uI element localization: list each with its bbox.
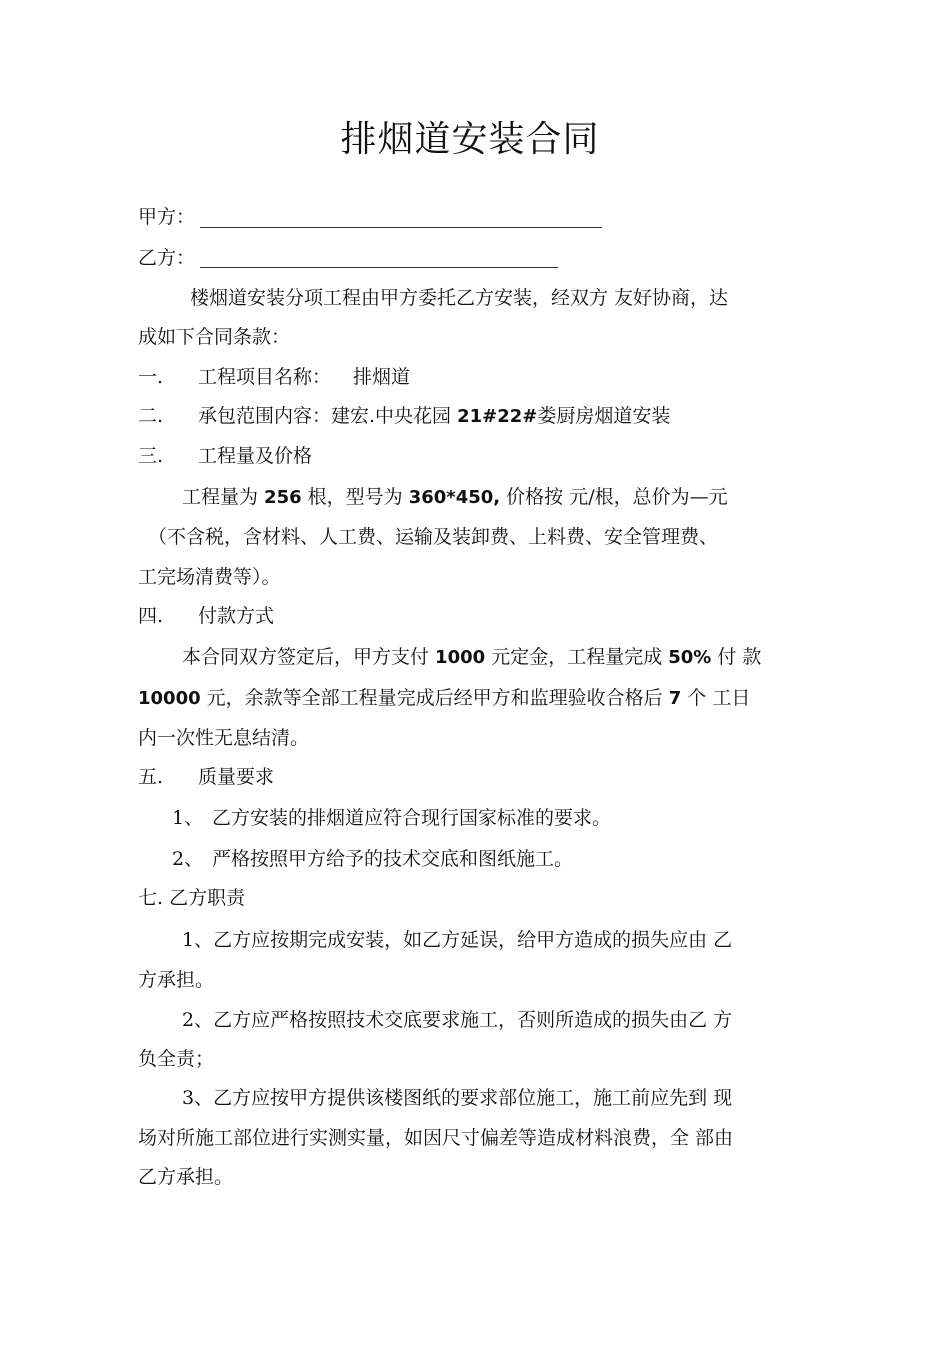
quality-item-2: 严格按照甲方给予的技术交底和图纸施工。 [212, 848, 574, 870]
section-3-number: 三. [138, 445, 164, 467]
quantity-line [182, 485, 728, 510]
model-spec: 360*450, [408, 487, 501, 508]
duty-1-line-2: 方承担。 [138, 969, 215, 991]
party-a-blank[interactable] [200, 227, 602, 228]
duty-3-line-1: 3、乙方应按甲方提供该楼图纸的要求部位施工，施工前应先到 现 [182, 1087, 733, 1109]
duty-3-line-2: 场对所施工部位进行实测实量，如因尺寸偏差等造成材料浪费，全 部由 [138, 1127, 734, 1149]
payment-line-3: 内一次性无息结清。 [138, 727, 310, 749]
payment-line-1 [182, 645, 761, 670]
price-note-line-2: 工完场清费等）。 [138, 566, 281, 588]
party-a-label: 甲方： [138, 206, 196, 228]
duty-2-line-1: 2、乙方应严格按照技术交底要求施工，否则所造成的损失由乙 方 [182, 1009, 733, 1031]
workday-count: 7 [668, 688, 682, 709]
section-3-heading: 工程量及价格 [198, 445, 313, 467]
section-5-number: 五. [138, 766, 164, 788]
payment-text-c: 元定金，工程量完成 [485, 646, 669, 668]
price-text: 价格按 元/根，总价为—元 [500, 486, 728, 508]
building-numbers: 21#22# [457, 406, 538, 427]
duty-3-line-3: 乙方承担。 [138, 1166, 234, 1188]
section-2-number: 二. [138, 405, 164, 427]
quantity-text-c: 根，型号为 [301, 486, 409, 508]
payment-text-d: 个 工日 [681, 687, 751, 709]
payment-text-e: 付 款 [711, 646, 762, 668]
deposit-amount: 1000 [435, 647, 486, 668]
party-b-label: 乙方： [138, 247, 196, 269]
scope-text-c: 娄厨房烟道安装 [537, 405, 671, 427]
scope-text-a: 承包范围内容：建宏.中央花园 [198, 405, 458, 427]
progress-percent: 50% [668, 647, 712, 668]
intro-line-1: 楼烟道安装分项工程由甲方委托乙方安装，经双方 友好协商，达 [190, 287, 729, 309]
section-1-value: 排烟道 [353, 366, 411, 388]
payment-line-2 [138, 686, 750, 711]
page-title: 排烟道安装合同 [340, 119, 600, 160]
section-1-number: 一. [138, 366, 164, 388]
duty-2-line-2: 负全责； [138, 1048, 215, 1070]
price-note-line-1: （不含税，含材料、人工费、运输及装卸费、上料费、安全管理费、 [148, 526, 719, 548]
section-4-heading: 付款方式 [198, 605, 275, 627]
payment-text-b: 元，余款等全部工程量完成后经甲方和监理验收合格后 [200, 687, 669, 709]
quality-item-1-number: 1、 [172, 807, 204, 829]
quality-item-2-number: 2、 [172, 848, 204, 870]
section-1-label: 工程项目名称： [198, 366, 332, 388]
duty-1-line-1: 1、乙方应按期完成安装，如乙方延误，给甲方造成的损失应由 乙 [182, 929, 733, 951]
quantity-count: 256 [264, 487, 302, 508]
section-7-heading: 七. 乙方职责 [138, 887, 246, 909]
quantity-text-a: 工程量为 [182, 486, 265, 508]
section-1-heading [198, 365, 410, 389]
quality-item-1: 乙方安装的排烟道应符合现行国家标准的要求。 [212, 807, 612, 829]
progress-payment-amount: 10000 [138, 688, 201, 709]
section-5-heading: 质量要求 [198, 766, 275, 788]
section-2-text [198, 404, 670, 429]
section-4-number: 四. [138, 605, 164, 627]
intro-line-2: 成如下合同条款： [138, 326, 291, 348]
payment-text-a: 本合同双方签定后，甲方支付 [182, 646, 436, 668]
party-b-blank[interactable] [200, 267, 558, 268]
